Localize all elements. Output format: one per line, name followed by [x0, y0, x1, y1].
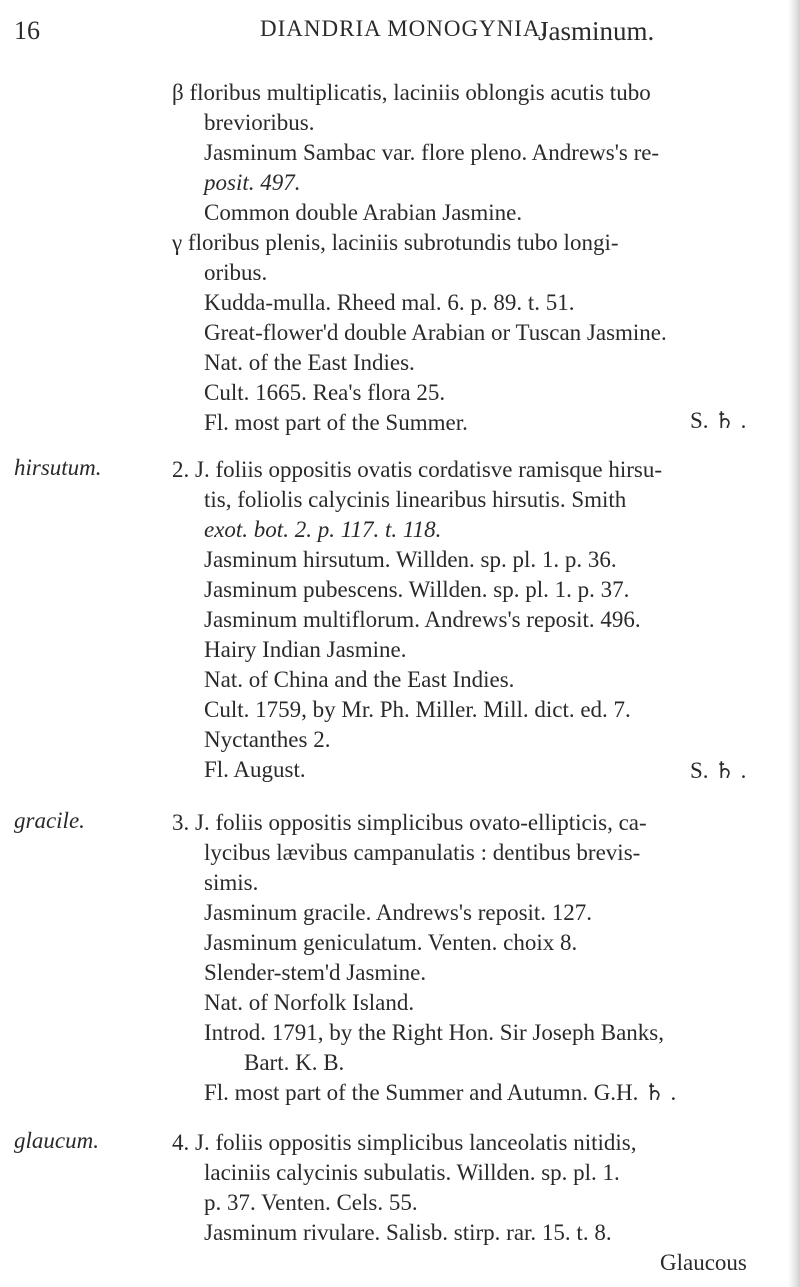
text-line: β floribus multiplicatis, laciniis oblongis acutis tubo — [172, 80, 651, 105]
text-line: Kudda-mulla. Rheed mal. 6. p. 89. t. 51. — [204, 290, 575, 315]
text-line: Fl. most part of the Summer. — [204, 410, 468, 435]
text-line: Jasminum hirsutum. Willden. sp. pl. 1. p. 36. — [204, 547, 617, 572]
text-line: Nat. of China and the East Indies. — [204, 667, 515, 692]
page-number: 16 — [14, 16, 40, 45]
page-edge-shadow — [788, 0, 800, 1287]
text-line: Cult. 1759, by Mr. Ph. Miller. Mill. dict. ed. 7. — [204, 697, 631, 722]
text-line: Fl. most part of the Summer and Autumn. G.H. ♄ . — [204, 1080, 677, 1105]
text-line: Fl. August. — [204, 757, 306, 782]
margin-species-name: gracile. — [14, 808, 85, 833]
text-line: oribus. — [204, 260, 268, 285]
text-line: lycibus lævibus campanulatis : dentibus brevis- — [204, 840, 641, 865]
text-line: Jasminum multiflorum. Andrews's reposit. 496. — [204, 607, 641, 632]
text-line: 3. J. foliis oppositis simplicibus ovato-ellipticis, ca- — [172, 810, 647, 835]
text-line: Cult. 1665. Rea's flora 25. — [204, 380, 446, 405]
text-line: laciniis calycinis subulatis. Willden. sp. pl. 1. — [204, 1160, 620, 1185]
text-line: exot. bot. 2. p. 117. t. 118. — [204, 517, 442, 542]
genus-title: Jasminum. — [538, 16, 655, 46]
text-line: Bart. K. B. — [244, 1050, 345, 1075]
text-line: Nat. of the East Indies. — [204, 350, 415, 375]
text-line: Hairy Indian Jasmine. — [204, 637, 407, 662]
text-line: Introd. 1791, by the Right Hon. Sir Joseph Banks, — [204, 1020, 664, 1045]
text-line: brevioribus. — [204, 110, 315, 135]
text-line: tis, foliolis calycinis linearibus hirsutis. Smith — [204, 487, 627, 512]
habitat-mark: S. ♄ . — [690, 408, 747, 433]
text-line: Jasminum geniculatum. Venten. choix 8. — [204, 930, 578, 955]
margin-species-name: glaucum. — [14, 1128, 99, 1153]
text-line: Nat. of Norfolk Island. — [204, 990, 415, 1015]
text-line: Common double Arabian Jasmine. — [204, 200, 523, 225]
text-line: Jasminum pubescens. Willden. sp. pl. 1. p. 37. — [204, 577, 630, 602]
text-line: Jasminum Sambac var. flore pleno. Andrews's re- — [204, 140, 660, 165]
text-line: Jasminum gracile. Andrews's reposit. 127. — [204, 900, 593, 925]
text-line: Great-flower'd double Arabian or Tuscan Jasmine. — [204, 320, 667, 345]
habitat-mark: S. ♄ . — [690, 758, 747, 783]
text-line: 2. J. foliis oppositis ovatis cordatisve ramisque hirsu- — [172, 457, 662, 482]
margin-species-name: hirsutum. — [14, 455, 102, 480]
text-line: Nyctanthes 2. — [204, 727, 331, 752]
running-title: DIANDRIA MONOGYNIA. — [260, 16, 548, 41]
text-line: 4. J. foliis oppositis simplicibus lanceolatis nitidis, — [172, 1130, 637, 1155]
text-line: posit. 497. — [204, 170, 301, 195]
text-line: γ floribus plenis, laciniis subrotundis tubo longi- — [172, 230, 619, 255]
text-line: Slender-stem'd Jasmine. — [204, 960, 427, 985]
text-line: p. 37. Venten. Cels. 55. — [204, 1190, 418, 1215]
text-line: simis. — [204, 870, 259, 895]
catchword: Glaucous — [660, 1250, 747, 1275]
text-line: Jasminum rivulare. Salisb. stirp. rar. 15. t. 8. — [204, 1220, 612, 1245]
